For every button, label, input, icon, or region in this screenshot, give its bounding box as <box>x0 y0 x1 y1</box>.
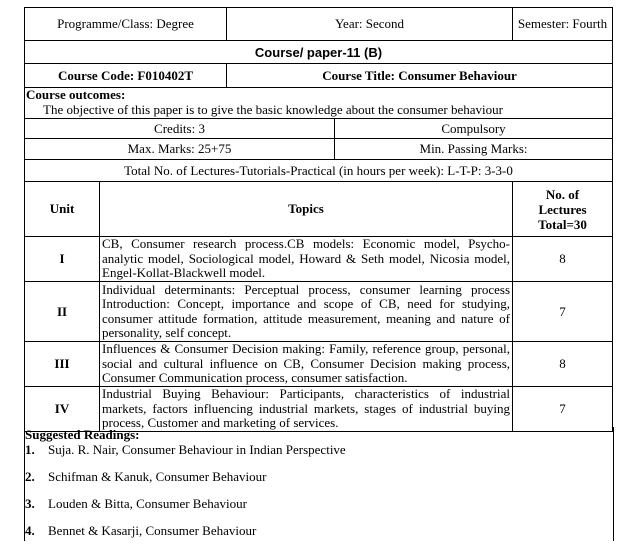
table-row <box>25 387 613 432</box>
table-row <box>25 237 613 282</box>
readings-header: Suggested Readings: <box>25 427 140 442</box>
unit-number: II <box>25 282 100 342</box>
reading-text: Bennet & Kasarji, Consumer Behaviour <box>48 523 257 538</box>
list-item <box>25 523 613 550</box>
unit-lectures: 8 <box>513 342 613 387</box>
lectures-header-line-1: No. of <box>545 186 580 202</box>
max-marks-cell: Max. Marks: 25+75 <box>25 139 335 160</box>
unit-topics: CB, Consumer research process.CB models: Economic model, Psycho-analytic model, Sociological model, Howard & Seth model, Nicosia model, Engel-Kollat-Blackwell model. <box>100 237 513 282</box>
unit-number: IV <box>25 387 100 432</box>
reading-text: Suja. R. Nair, Consumer Behaviour in Indian Perspective <box>48 442 346 457</box>
lectures-header-line-3: Total=30 <box>538 216 587 232</box>
credits-cell: Credits: 3 <box>25 119 335 139</box>
reading-number: 4. <box>25 523 35 538</box>
reading-number: 1. <box>25 442 35 457</box>
unit-lectures: 8 <box>513 237 613 282</box>
year-cell: Year: Second <box>227 8 513 41</box>
table-row <box>25 282 613 342</box>
paper-title: Course/ paper-11 (B) <box>25 41 613 64</box>
min-marks-cell: Min. Passing Marks: <box>335 139 613 160</box>
list-item <box>25 469 613 496</box>
course-code: Course Code: F010402T <box>25 64 227 88</box>
unit-topics: Individual determinants: Perceptual process, consumer learning process Introduction: Concept, importance and scope of CB, need for studying, consumer attitude formation, attitude measurement, meaning and nature of personality, self concept. <box>100 282 513 342</box>
compulsory-cell: Compulsory <box>335 119 613 139</box>
course-title: Course Title: Consumer Behaviour <box>227 64 613 88</box>
unit-topics: Influences & Consumer Decision making: Family, reference group, personal, social and cultural influence on CB, Consumer Decision making process, Consumer Communication process, consumer satisfaction. <box>100 342 513 387</box>
reading-text: Schifman & Kanuk, Consumer Behaviour <box>48 469 267 484</box>
reading-number: 2. <box>25 469 35 484</box>
list-item <box>25 496 613 523</box>
course-outcomes-text: The objective of this paper is to give the basic knowledge about the consumer behaviour <box>43 102 503 117</box>
semester-cell: Semester: Fourth <box>513 8 613 41</box>
unit-lectures: 7 <box>513 282 613 342</box>
list-item <box>25 442 613 469</box>
unit-header: Unit <box>25 182 100 237</box>
unit-number: I <box>25 237 100 282</box>
lectures-header-line-2: Lectures <box>538 201 587 217</box>
reading-text: Louden & Bitta, Consumer Behaviour <box>48 496 247 511</box>
suggested-readings <box>24 427 614 541</box>
lectures-cell: Total No. of Lectures-Tutorials-Practical (in hours per week): L-T-P: 3-3-0 <box>25 160 613 182</box>
syllabus-table <box>24 7 613 432</box>
unit-lectures: 7 <box>513 387 613 432</box>
lectures-header <box>513 182 613 237</box>
course-outcomes-label: Course outcomes: <box>26 87 126 102</box>
topics-header: Topics <box>100 182 513 237</box>
table-row <box>25 342 613 387</box>
unit-topics: Industrial Buying Behaviour: Participants, characteristics of industrial markets, factors influencing industrial markets, stages of industrial buying process, Customer and marketing of services. <box>100 387 513 432</box>
course-outcomes-cell <box>25 88 613 119</box>
unit-number: III <box>25 342 100 387</box>
programme-cell: Programme/Class: Degree <box>25 8 227 41</box>
reading-number: 3. <box>25 496 35 511</box>
